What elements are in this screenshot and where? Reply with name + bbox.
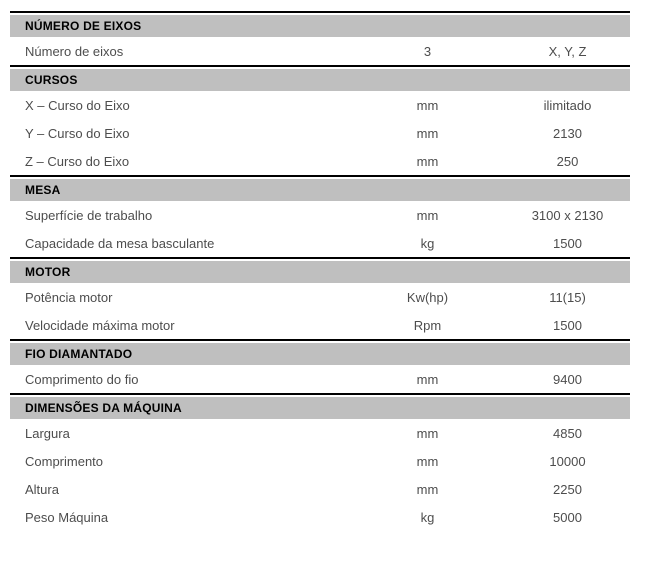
row-unit: Kw(hp): [406, 289, 449, 305]
table-row: [10, 201, 630, 229]
row-value: 2250: [553, 481, 582, 497]
section-header: [10, 261, 630, 283]
row-unit: mm: [416, 425, 439, 441]
row-value: 1500: [553, 235, 582, 251]
row-label: X – Curso do Eixo: [25, 97, 130, 113]
row-label: Comprimento: [25, 453, 104, 469]
section-title: MESA: [25, 183, 61, 197]
row-label: Superfície de trabalho: [25, 207, 153, 223]
table-row: [10, 283, 630, 311]
section-title: DIMENSÕES DA MÁQUINA: [25, 401, 182, 415]
row-label: Número de eixos: [25, 43, 124, 59]
row-label: Peso Máquina: [25, 509, 109, 525]
row-unit: kg: [420, 235, 435, 251]
table-row: [10, 37, 630, 65]
row-unit: mm: [416, 453, 439, 469]
row-value: 2130: [553, 125, 582, 141]
table-row: [10, 475, 630, 503]
row-value: 1500: [553, 317, 582, 333]
table-row: [10, 447, 630, 475]
row-unit: kg: [420, 509, 435, 525]
table-row: [10, 365, 630, 393]
section-title: CURSOS: [25, 73, 78, 87]
row-unit: mm: [416, 125, 439, 141]
spec-section: [10, 393, 630, 531]
row-label: Altura: [25, 481, 59, 497]
row-value: 4850: [553, 425, 582, 441]
spec-section: [10, 257, 630, 339]
section-header: [10, 343, 630, 365]
row-value: X, Y, Z: [548, 43, 587, 59]
spec-section: [10, 11, 630, 65]
table-row: [10, 311, 630, 339]
row-label: Comprimento do fio: [25, 371, 139, 387]
row-unit: 3: [423, 43, 432, 59]
section-header: [10, 397, 630, 419]
row-unit: mm: [416, 153, 439, 169]
section-header: [10, 15, 630, 37]
row-unit: mm: [416, 371, 439, 387]
row-unit: mm: [416, 97, 439, 113]
table-row: [10, 419, 630, 447]
row-label: Capacidade da mesa basculante: [25, 235, 215, 251]
table-row: [10, 503, 630, 531]
row-value: 250: [556, 153, 579, 169]
row-unit: mm: [416, 207, 439, 223]
spec-section: [10, 339, 630, 393]
table-row: [10, 147, 630, 175]
row-value: 5000: [553, 509, 582, 525]
row-label: Potência motor: [25, 289, 113, 305]
table-row: [10, 91, 630, 119]
row-unit: Rpm: [413, 317, 442, 333]
row-value: ilimitado: [543, 97, 592, 113]
row-label: Velocidade máxima motor: [25, 317, 175, 333]
spec-table: [10, 11, 630, 531]
spec-section: [10, 175, 630, 257]
row-value: 9400: [553, 371, 582, 387]
row-value: 10000: [549, 453, 586, 469]
table-row: [10, 229, 630, 257]
section-title: NÚMERO DE EIXOS: [25, 19, 142, 33]
row-value: 3100 x 2130: [531, 207, 604, 223]
row-label: Y – Curso do Eixo: [25, 125, 130, 141]
table-row: [10, 119, 630, 147]
row-label: Largura: [25, 425, 70, 441]
row-label: Z – Curso do Eixo: [25, 153, 130, 169]
section-header: [10, 179, 630, 201]
spec-section: [10, 65, 630, 175]
row-value: 11(15): [549, 289, 586, 305]
section-title: FIO DIAMANTADO: [25, 347, 133, 361]
section-header: [10, 69, 630, 91]
row-unit: mm: [416, 481, 439, 497]
section-title: MOTOR: [25, 265, 71, 279]
